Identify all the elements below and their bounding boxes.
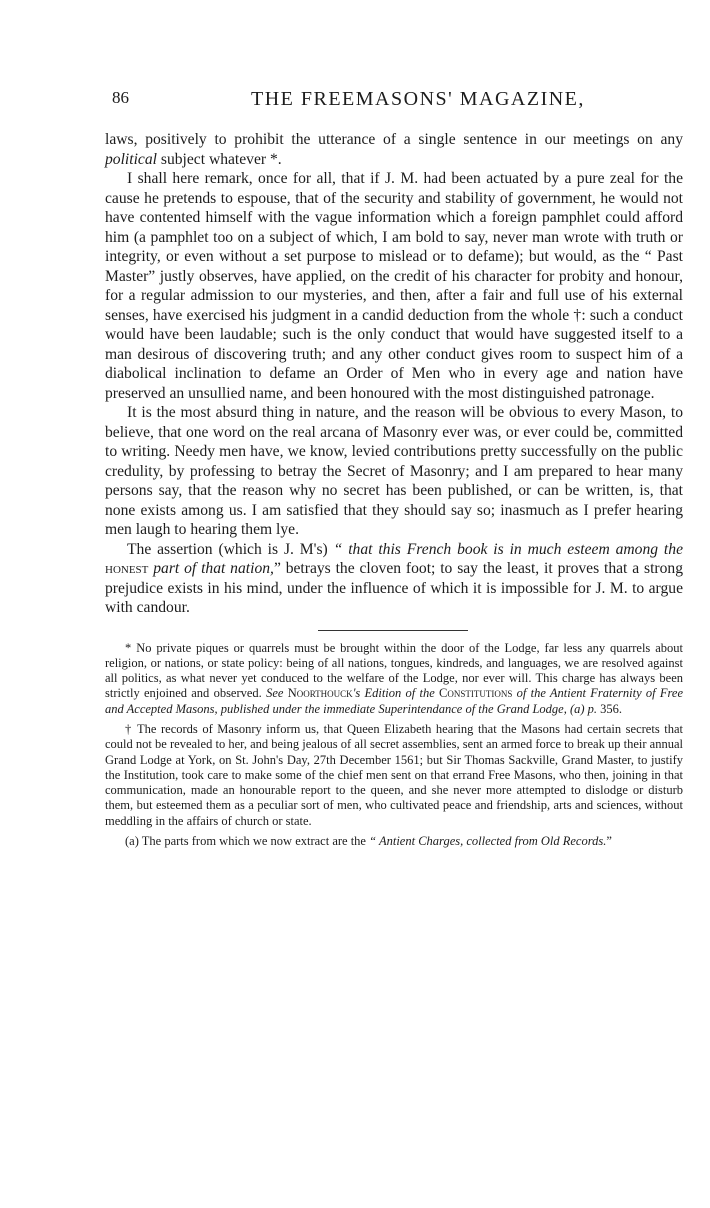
paragraph-1-end: subject whatever *. — [156, 150, 282, 168]
running-title: THE FREEMASONS' MAGAZINE, — [251, 88, 585, 110]
footnote-divider — [318, 630, 468, 631]
main-text — [105, 130, 683, 618]
footnote-a-text: (a) The parts from which we now extract are the — [125, 834, 370, 849]
book-page — [105, 82, 683, 854]
footnote-1-text: * No private piques or quarrels must be brought within the door of the Lodge, far less any quarrels about religion, or nations, or state policy: being of all nations, tongues, kindreds, and languages, we are resolved against all politics, as what never yet conduced to the welfare of the Lodge, nor ever will. This charge has always been strictly enjoined and observed. — [105, 640, 683, 701]
footnote-asterisk — [105, 641, 683, 717]
footnote-1-edition: 's Edition of the — [352, 686, 440, 701]
footnote-dagger: † The records of Masonry inform us, that Queen Elizabeth hearing that the Masons had certain secrets that could not be revealed to her, and being jealous of all secret assemblies, sent an armed force to break up their annual Grand Lodge at York, on St. John's Day, 27th December 1561; but Sir Thomas Sackville, Grand Master, to justify the Institution, took care to make some of the chief men sent on that errand Free Masons, who then, joining in that communication, made an honourable report to the queen, and she never more attempted to dislodge or disturb them, but esteemed them as a peculiar sort of men, who cultivated peace and friendship, arts and sciences, without meddling in the affairs of church or state. — [105, 721, 683, 828]
paragraph-1 — [105, 130, 683, 169]
paragraph-4 — [105, 540, 683, 618]
paragraph-4-quote: “ that this French book is in much esteem among the — [333, 540, 683, 558]
paragraph-1-text: laws, positively to prohibit the utterance of a single sentence in our meetings on any — [105, 131, 683, 148]
paragraph-3: It is the most absurd thing in nature, and the reason will be obvious to every Mason, to believe, that one word on the real arcana of Masonry ever was, or ever could be, committed to writing. Needy men have, we know, levied contributions pretty successfully on the public credulity, by professing to betray the Secret of Masonry; and I am prepared to hear many persons say, that the reason why no secret has been published, or can be written, is, that none exists among us. I am satisfied that they should say so; inasmuch as I prefer hearing men laugh to hearing them lye. — [105, 404, 683, 538]
paragraph-4-text: The assertion (which is J. M's) — [127, 540, 334, 558]
footnote-a-title: “ Antient Charges, collected from Old Records. — [369, 834, 607, 849]
footnotes — [105, 641, 683, 850]
footnote-a-close: ” — [606, 834, 612, 849]
paragraph-1-italic: political — [105, 150, 157, 168]
paragraph-4-quote-end: part of that nation, — [148, 560, 274, 577]
footnote-1-constitutions: Constitutions — [439, 686, 513, 701]
footnote-a — [105, 834, 683, 849]
footnote-1-page: 356. — [597, 701, 623, 716]
footnote-1-title: of the Antient Fraternity of Free and Accepted Masons, published under the immediate Superintendance of the Grand Lodge, (a) p. — [105, 686, 684, 716]
paragraph-4-rest: ” betrays the cloven foot; to say the least, it proves that a strong prejudice exists in his mind, under the influence of which it is impossible for J. M. to argue with candour. — [105, 560, 683, 616]
footnote-1-author: Noorthouck — [287, 686, 353, 701]
page-header — [105, 82, 683, 112]
footnote-1-see: See — [266, 686, 288, 701]
page-number: 86 — [112, 88, 129, 107]
paragraph-2: I shall here remark, once for all, that if J. M. had been actuated by a pure zeal for the cause he pretends to espouse, that of the security and stability of government, he would not have contented himself with the vague information which a foreign pamphlet could afford him (a pamphlet too on a subject of which, I am bold to say, never man wrote with truth or integrity, or even without a set purpose to mislead or to defame); but would, as the “ Past Master” justly observes, have applied, on the credit of his character for probity and honour, for a regular admission to our mysteries, and then, after a fair and full use of his external senses, have exercised his judgment in a candid deduction from the whole †: such a conduct would have been laudable; such is the only conduct that would have suggested itself to a man desirous of discovering truth; and any other conduct gives room to suspect him of a diabolical inclination to defame an Order of Men who in every age and nation have preserved an unsullied name, and been honoured with the most distinguished patronage. — [105, 170, 683, 402]
paragraph-4-small-caps: honest — [105, 560, 149, 577]
